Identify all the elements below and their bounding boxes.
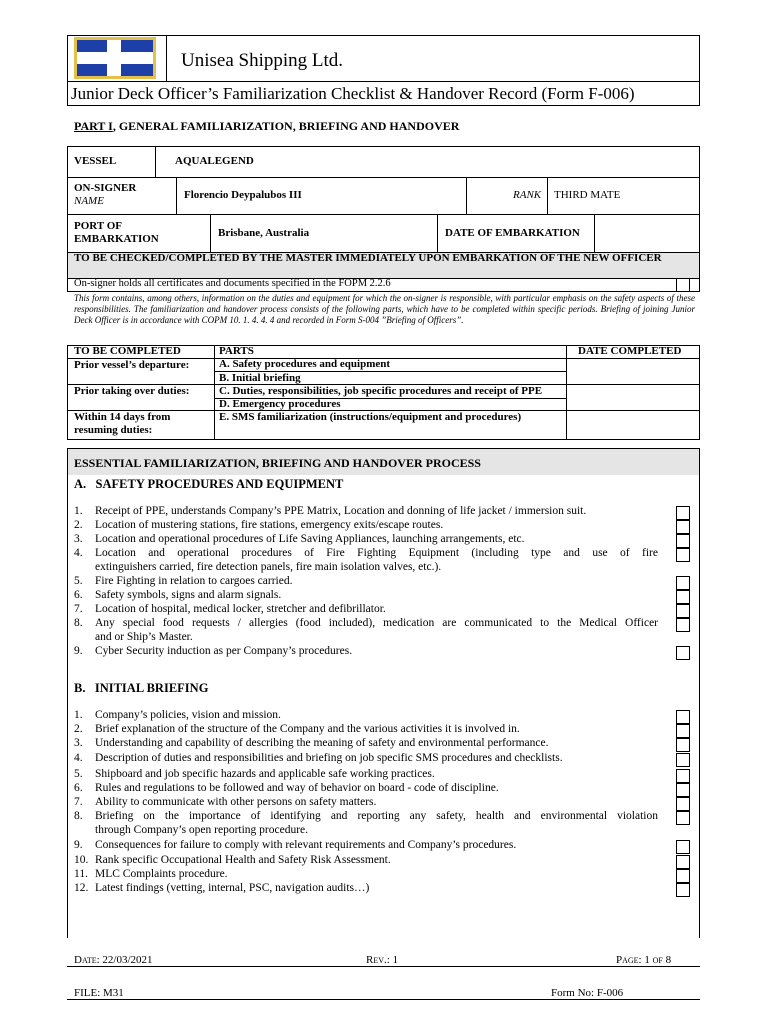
item-number: 11. bbox=[74, 868, 88, 880]
item-text: MLC Complaints procedure. bbox=[95, 868, 228, 880]
port-label-1: PORT OF bbox=[74, 220, 122, 232]
item-text: Latest findings (vetting, internal, PSC, navigation audits…) bbox=[95, 882, 370, 894]
item-checkbox[interactable] bbox=[676, 604, 690, 618]
row-when-3a: Within 14 days from bbox=[74, 411, 171, 423]
row-when-1: Prior vessel’s departure: bbox=[74, 359, 190, 371]
process-frame-left bbox=[67, 448, 68, 938]
item-checkbox[interactable] bbox=[676, 783, 690, 797]
item-number: 7. bbox=[74, 603, 83, 615]
item-text: Safety symbols, signs and alarm signals. bbox=[95, 589, 282, 601]
vessel-value: AQUALEGEND bbox=[175, 155, 254, 167]
date-embarkation-label: DATE OF EMBARKATION bbox=[445, 227, 580, 239]
item-text: Consequences for failure to comply with relevant requirements and Company’s procedures. bbox=[95, 839, 517, 851]
item-text: Location and operational procedures of Fire Fighting Equipment (including type and use of fire bbox=[95, 547, 658, 559]
port-label-2: EMBARKATION bbox=[74, 233, 159, 245]
footer-form-no bbox=[551, 987, 623, 999]
item-checkbox[interactable] bbox=[676, 769, 690, 783]
process-frame-right bbox=[699, 448, 700, 938]
form-note: This form contains, among others, information on the duties and equipment for which the on-signer is responsible, with particular emphasis on the safety aspects of these responsibilities. The familiarization and handover process consists of the following parts, which have to be completed within specific periods. Briefing of joining Junior Deck Officer is in accordance with COPM 10. 1. 4. 4. 4 and recorded in Form S-004 ”Briefing of Officers”. bbox=[74, 293, 695, 325]
item-text: through Company’s open reporting procedure. bbox=[95, 824, 309, 836]
item-number: 5. bbox=[74, 768, 83, 780]
process-heading: ESSENTIAL FAMILIARIZATION, BRIEFING AND HANDOVER PROCESS bbox=[74, 456, 481, 470]
item-text: Rank specific Occupational Health and Safety Risk Assessment. bbox=[95, 854, 391, 866]
vessel-label: VESSEL bbox=[74, 155, 117, 167]
row-part-e: E. SMS familiarization (instructions/equipment and procedures) bbox=[219, 411, 522, 423]
item-text: Location and operational procedures of Life Saving Appliances, launching arrangements, etc. bbox=[95, 533, 525, 545]
footer-date-value: 22/03/2021 bbox=[102, 954, 153, 966]
item-number: 9. bbox=[74, 839, 83, 851]
item-number: 3. bbox=[74, 533, 83, 545]
item-checkbox[interactable] bbox=[676, 883, 690, 897]
item-number: 6. bbox=[74, 589, 83, 601]
port-value: Brisbane, Australia bbox=[218, 227, 310, 239]
item-text: Location of hospital, medical locker, stretcher and defibrillator. bbox=[95, 603, 386, 615]
item-number: 9. bbox=[74, 645, 83, 657]
item-number: 2. bbox=[74, 519, 83, 531]
part-heading bbox=[74, 119, 459, 134]
onsigner-holds-text: On-signer holds all certificates and documents specified in the FOPM 2.2.6 bbox=[74, 278, 391, 289]
footer-rev bbox=[366, 954, 398, 966]
item-checkbox[interactable] bbox=[676, 855, 690, 869]
row-when-2: Prior taking over duties: bbox=[74, 385, 190, 397]
footer-form-no-value: F-006 bbox=[596, 987, 624, 999]
row-part-d: D. Emergency procedures bbox=[219, 398, 341, 410]
item-number: 10. bbox=[74, 854, 89, 866]
item-text: Briefing on the importance of identifying and reporting any safety, health and environmental violation bbox=[95, 810, 658, 822]
item-checkbox[interactable] bbox=[676, 520, 690, 534]
footer-page-value: 1 of 8 bbox=[644, 954, 672, 966]
item-text: Rules and regulations to be followed and way of behavior on board - code of discipline. bbox=[95, 782, 499, 794]
item-number: 2. bbox=[74, 723, 83, 735]
onsigner-label: ON-SIGNER bbox=[74, 182, 137, 194]
col-header-parts: PARTS bbox=[219, 345, 254, 357]
item-number: 3. bbox=[74, 737, 83, 749]
footer-page bbox=[616, 954, 671, 966]
section-b-title: B. INITIAL BRIEFING bbox=[74, 681, 209, 695]
col-header-date-completed: DATE COMPLETED bbox=[578, 345, 682, 357]
section-a-title: A. SAFETY PROCEDURES AND EQUIPMENT bbox=[74, 477, 344, 491]
item-checkbox[interactable] bbox=[676, 710, 690, 724]
item-number: 5. bbox=[74, 575, 83, 587]
item-text: Company’s policies, vision and mission. bbox=[95, 709, 281, 721]
master-heading: TO BE CHECKED/COMPLETED BY THE MASTER IMMEDIATELY UPON EMBARKATION OF THE NEW OFFICER bbox=[74, 252, 662, 264]
item-number: 8. bbox=[74, 810, 83, 822]
item-text: extinguishers carried, fire detection panels, fire main isolation valves, etc.). bbox=[95, 561, 442, 573]
item-number: 4. bbox=[74, 547, 83, 559]
item-checkbox[interactable] bbox=[676, 797, 690, 811]
item-checkbox[interactable] bbox=[676, 811, 690, 825]
footer-page-label: Page: bbox=[616, 954, 642, 966]
item-text: Description of duties and responsibilities and briefing on job specific SMS procedures and checklists. bbox=[95, 752, 563, 764]
row-part-a: A. Safety procedures and equipment bbox=[219, 358, 391, 370]
company-flag-logo bbox=[74, 37, 156, 79]
footer-rev-label: Rev.: bbox=[366, 954, 390, 966]
item-checkbox[interactable] bbox=[676, 548, 690, 562]
item-checkbox[interactable] bbox=[676, 753, 690, 767]
item-text: Cyber Security induction as per Company’s procedures. bbox=[95, 645, 353, 657]
item-text: Brief explanation of the structure of the Company and the various activities it is involved in. bbox=[95, 723, 520, 735]
item-checkbox[interactable] bbox=[676, 869, 690, 883]
item-text: Fire Fighting in relation to cargoes carried. bbox=[95, 575, 293, 587]
company-name: Unisea Shipping Ltd. bbox=[181, 50, 344, 71]
item-number: 4. bbox=[74, 752, 83, 764]
row-part-b: B. Initial briefing bbox=[219, 372, 301, 384]
part-label: PART I bbox=[74, 119, 113, 133]
flag-icon bbox=[74, 37, 156, 79]
row-part-c: C. Duties, responsibilities, job specific procedures and receipt of PPE bbox=[219, 385, 543, 397]
item-number: 1. bbox=[74, 505, 83, 517]
item-number: 12. bbox=[74, 882, 89, 894]
item-checkbox[interactable] bbox=[676, 506, 690, 520]
col-header-to-be-completed: TO BE COMPLETED bbox=[74, 345, 181, 357]
footer-file bbox=[74, 987, 124, 999]
item-text: Understanding and capability of describing the meaning of safety and environmental performance. bbox=[95, 737, 549, 749]
item-checkbox[interactable] bbox=[676, 576, 690, 590]
item-checkbox[interactable] bbox=[676, 646, 690, 660]
item-number: 8. bbox=[74, 617, 83, 629]
item-text: Ability to communicate with other persons on safety matters. bbox=[95, 796, 377, 808]
item-checkbox[interactable] bbox=[676, 724, 690, 738]
footer-divider bbox=[67, 966, 700, 967]
footer-date-label: Date: bbox=[74, 954, 100, 966]
onsigner-holds-checkbox[interactable] bbox=[676, 278, 690, 292]
footer-date bbox=[74, 954, 153, 966]
item-checkbox[interactable] bbox=[676, 738, 690, 752]
item-number: 7. bbox=[74, 796, 83, 808]
name-label: NAME bbox=[74, 195, 104, 207]
item-checkbox[interactable] bbox=[676, 840, 690, 854]
item-checkbox[interactable] bbox=[676, 590, 690, 604]
item-text: Shipboard and job specific hazards and applicable safe working practices. bbox=[95, 768, 435, 780]
form-title: Junior Deck Officer’s Familiarization Checklist & Handover Record (Form F-006) bbox=[71, 84, 635, 103]
row-when-3b: resuming duties: bbox=[74, 424, 153, 436]
item-text: and or Ship’s Master. bbox=[95, 631, 193, 643]
footer-file-label: FILE: bbox=[74, 987, 101, 999]
footer-form-no-label: Form No: bbox=[551, 987, 595, 999]
rank-value: THIRD MATE bbox=[554, 189, 621, 201]
item-checkbox[interactable] bbox=[676, 534, 690, 548]
name-value: Florencio Deypalubos III bbox=[184, 189, 302, 201]
rank-label: RANK bbox=[513, 189, 542, 201]
footer-bottom-line bbox=[67, 999, 700, 1000]
footer-file-value: M31 bbox=[103, 987, 124, 999]
footer-rev-value: 1 bbox=[392, 954, 399, 966]
part-heading-text: , GENERAL FAMILIARIZATION, BRIEFING AND HANDOVER bbox=[112, 119, 460, 133]
item-checkbox[interactable] bbox=[676, 618, 690, 632]
item-number: 6. bbox=[74, 782, 83, 794]
item-text: Any special food requests / allergies (food included), medication are communicated to the Medical Officer bbox=[95, 617, 658, 629]
item-text: Location of mustering stations, fire stations, emergency exits/escape routes. bbox=[95, 519, 444, 531]
item-number: 1. bbox=[74, 709, 83, 721]
item-text: Receipt of PPE, understands Company’s PPE Matrix, Location and donning of life jacket / immersion suit. bbox=[95, 505, 587, 517]
